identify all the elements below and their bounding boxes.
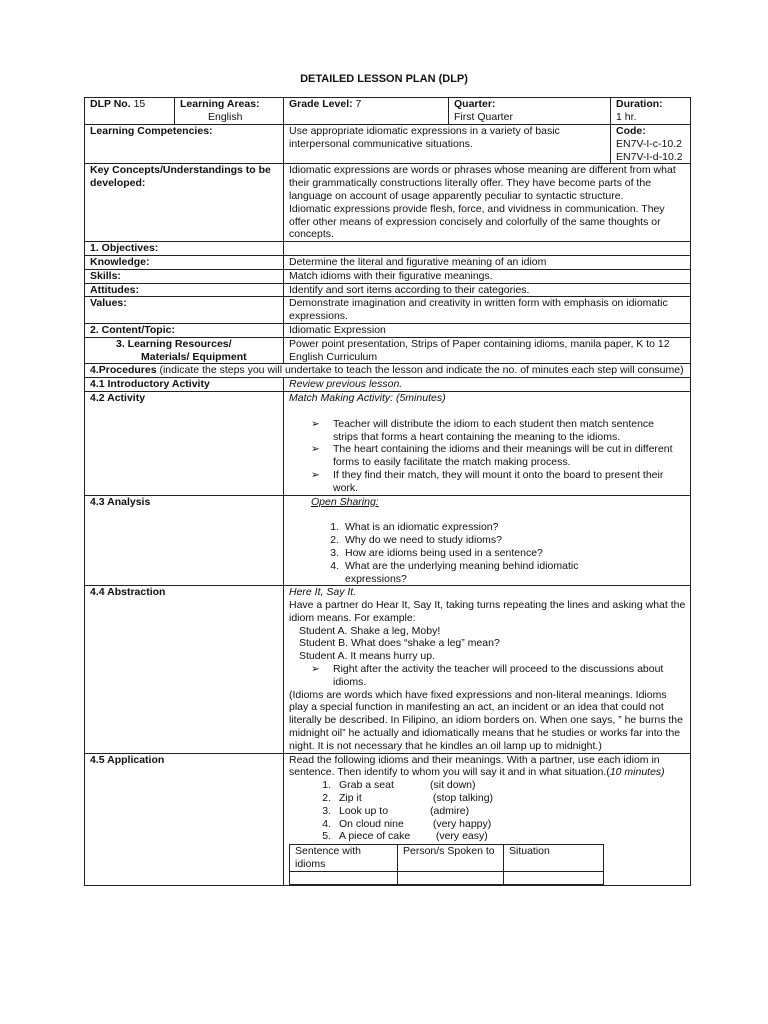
objectives-empty <box>284 242 691 256</box>
values-text: Demonstrate imagination and creativity in written form with emphasis on idiomatic expressions. <box>284 297 691 324</box>
analysis-label: 4.3 Analysis <box>85 495 284 586</box>
arrow-bullet-icon: ➢ <box>311 417 320 430</box>
resources-label-line: 3. Learning Resources/ <box>116 337 232 350</box>
lesson-plan-table <box>84 97 691 886</box>
values-row <box>85 297 691 324</box>
content-row <box>85 323 691 337</box>
table-header-row <box>290 845 604 872</box>
quarter-value: First Quarter <box>454 110 513 123</box>
abstraction-bullet-list <box>289 663 687 689</box>
attitudes-text: Identify and sort items according to their categories. <box>284 283 691 297</box>
attitudes-label: Attitudes: <box>85 283 284 297</box>
analysis-content <box>284 495 691 586</box>
analysis-title: Open Sharing: <box>311 495 379 508</box>
intro-activity-text: Review previous lesson. <box>284 378 691 392</box>
learning-areas-label: Learning Areas: <box>180 98 260 110</box>
objectives-label: 1. Objectives: <box>85 242 284 256</box>
duration-label: Duration: <box>616 98 663 110</box>
key-concepts-label: Key Concepts/Understandings to be developed: <box>85 164 284 242</box>
key-concepts-paragraph: Idiomatic expressions provide flesh, force, and vividness in communication. They offer other means of expression concisely and colorfully of the same thoughts or concepts. <box>289 202 665 241</box>
table-cell[interactable] <box>504 871 604 884</box>
code-value: EN7V-I-d-10.2 <box>616 150 683 163</box>
content-text: Idiomatic Expression <box>284 323 691 337</box>
arrow-bullet-icon: ➢ <box>311 443 320 456</box>
competencies-row <box>85 125 691 164</box>
dlp-number-cell <box>85 98 175 125</box>
idiom-list <box>289 779 687 843</box>
list-item: 1. Grab a seat (sit down) <box>322 779 476 792</box>
dialogue-line: Student A. It means hurry up. <box>299 650 435 663</box>
document-title: DETAILED LESSON PLAN (DLP) <box>300 73 468 85</box>
dialogue-line: Student A. Shake a leg, Moby! <box>299 624 441 637</box>
table-row <box>290 871 604 884</box>
quarter-label: Quarter: <box>454 98 496 110</box>
table-cell[interactable] <box>398 871 504 884</box>
list-item: 2. Zip it (stop talking) <box>322 792 494 805</box>
abstraction-paragraph: (Idioms are words which have fixed expressions and non-literal meanings. Idioms play a special function in manifesting an act, an incident or an idea that could not literally be described. In Filipino, an idiom borders on. When one says, ” he burns the midnight oil” he actually and idiomatically means that he studies or works far into the night. It is not necessary that he kindles an oil lamp up to midnight.) <box>289 688 683 752</box>
list-item: 2. Why do we need to study idioms? <box>330 534 502 547</box>
abstraction-label: 4.4 Abstraction <box>85 586 284 753</box>
key-concepts-paragraph: Idiomatic expressions are words or phrases whose meaning are different from what their grammatically constructions literally offer. They have become parts of the language on account of usage apparently peculiar to syntactic structure. <box>289 164 676 202</box>
table-cell[interactable] <box>290 871 398 884</box>
objectives-row <box>85 242 691 256</box>
arrow-bullet-icon: ➢ <box>311 468 320 481</box>
learning-areas-cell <box>175 98 284 125</box>
competencies-label: Learning Competencies: <box>85 125 284 164</box>
list-item: ➢ Teacher will distribute the idiom to each student then match sentence strips that forms a heart containing the meaning to the idioms. <box>289 418 687 444</box>
resources-row <box>85 337 691 364</box>
analysis-question-list <box>289 521 687 585</box>
grade-level-value: 7 <box>355 98 362 110</box>
intro-activity-label: 4.1 Introductory Activity <box>85 378 284 392</box>
activity-label: 4.2 Activity <box>85 391 284 495</box>
dlp-number-value: 15 <box>133 98 146 110</box>
skills-label: Skills: <box>85 269 284 283</box>
application-intro: Read the following idioms and their meanings. With a partner, use each idiom in sentence. Then identify to whom you will say it and in what situation.(10 minutes) <box>289 753 665 779</box>
abstraction-intro: Have a partner do Hear It, Say It, taking turns repeating the lines and asking what the idiom means. For example: <box>289 599 686 624</box>
list-item: ➢ Right after the activity the teacher will proceed to the discussions about idioms. <box>289 663 687 689</box>
code-cell <box>611 125 691 164</box>
skills-row <box>85 269 691 283</box>
list-item: 5. A piece of cake (very easy) <box>322 830 488 843</box>
activity-row <box>85 391 691 495</box>
attitudes-row <box>85 283 691 297</box>
application-content <box>284 753 691 885</box>
key-concepts-text <box>284 164 691 242</box>
abstraction-row <box>85 586 691 753</box>
content-label: 2. Content/Topic: <box>85 323 284 337</box>
table-header: Person/s Spoken to <box>398 845 504 872</box>
activity-bullet-list <box>289 418 687 495</box>
key-concepts-row <box>85 164 691 242</box>
resources-text: Power point presentation, Strips of Paper containing idioms, manila paper, K to 12 English Curriculum <box>284 337 691 364</box>
list-item: ➢ The heart containing the idioms and their meanings will be cut in different forms to easily facilitate the match making process. <box>289 443 687 469</box>
learning-areas-value: English <box>208 110 243 123</box>
quarter-cell <box>449 98 611 125</box>
arrow-bullet-icon: ➢ <box>311 663 320 676</box>
procedures-note: (indicate the steps you will undertake to teach the lesson and indicate the no. of minutes each step will consume) <box>156 364 684 377</box>
header-row <box>85 98 691 125</box>
dialogue-line: Student B. What does “shake a leg” mean? <box>299 637 500 650</box>
values-label: Values: <box>85 297 284 324</box>
table-header: Situation <box>504 845 604 872</box>
abstraction-title: Here It, Say It. <box>289 586 357 599</box>
duration-value: 1 hr. <box>616 110 637 123</box>
competencies-text: Use appropriate idiomatic expressions in a variety of basic interpersonal communicative situations. <box>284 125 611 164</box>
application-label: 4.5 Application <box>85 753 284 885</box>
table-header: Sentence with idioms <box>290 845 398 872</box>
code-label: Code: <box>616 125 646 137</box>
grade-level-cell <box>284 98 449 125</box>
list-item: ➢ If they find their match, they will mount it onto the board to present their work. <box>289 469 687 495</box>
analysis-row <box>85 495 691 586</box>
grade-level-label: Grade Level: <box>289 98 353 110</box>
duration-cell <box>611 98 691 125</box>
list-item: 4. What are the underlying meaning behind idiomatic expressions? <box>330 559 579 585</box>
code-value: EN7V-I-c-10.2 <box>616 137 682 150</box>
application-row <box>85 753 691 885</box>
resources-label-line: Materials/ Equipment <box>141 350 247 363</box>
dlp-number-label: DLP No. <box>90 98 131 110</box>
intro-activity-row <box>85 378 691 392</box>
procedures-cell <box>85 364 691 378</box>
knowledge-row <box>85 255 691 269</box>
list-item: 3. How are idioms being used in a sentence? <box>330 546 543 559</box>
activity-title: Match Making Activity: (5minutes) <box>289 391 446 404</box>
list-item: 1. What is an idiomatic expression? <box>330 521 499 534</box>
procedures-row <box>85 364 691 378</box>
list-item: 3. Look up to (admire) <box>322 804 470 817</box>
procedures-label: 4.Procedures <box>90 364 157 377</box>
skills-text: Match idioms with their figurative meanings. <box>284 269 691 283</box>
knowledge-text: Determine the literal and figurative meaning of an idiom <box>284 255 691 269</box>
knowledge-label: Knowledge: <box>85 255 284 269</box>
list-item: 4. On cloud nine (very happy) <box>322 817 492 830</box>
application-answer-table <box>289 844 604 885</box>
activity-content <box>284 391 691 495</box>
resources-label <box>85 337 284 364</box>
abstraction-content <box>284 586 691 753</box>
